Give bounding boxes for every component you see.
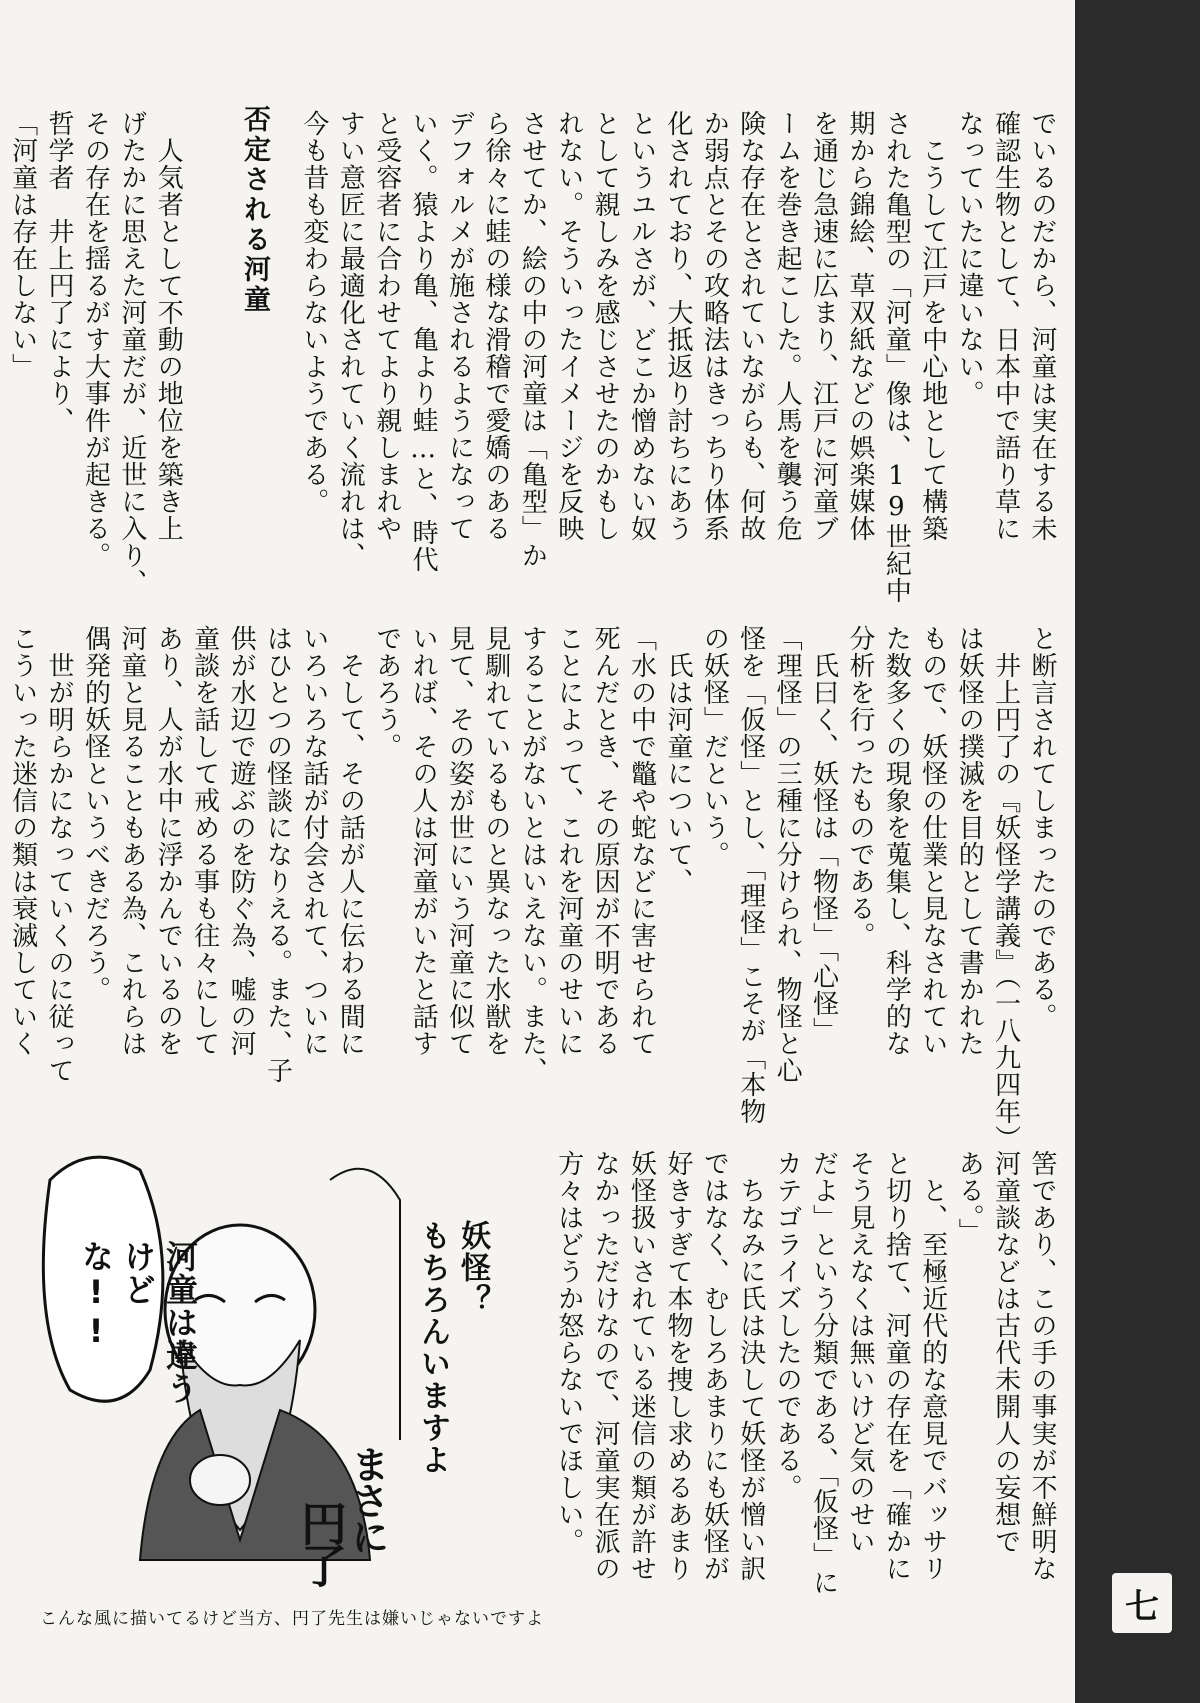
speech-text-right	[412, 1220, 492, 1490]
text-line: と受容者に合わせてより親しまれや	[371, 110, 402, 542]
text-line: された亀型の「河童」像は、19世紀中	[881, 110, 912, 604]
speech-line: 河童は違う	[161, 1240, 199, 1405]
text-line: 供が水辺で遊ぶのを防ぐ為、嘘の河	[226, 625, 257, 1057]
text-line: 「河童は存在しない」	[7, 110, 38, 380]
speech-text-left	[75, 1240, 201, 1410]
text-line: 見て、その姿が世にいう河童に似て	[444, 625, 475, 1057]
text-line: なっていたに違いない。	[954, 110, 985, 407]
text-line: こうして江戸を中心地として構築	[917, 110, 948, 542]
text-line: カテゴライズしたのである。	[772, 1150, 803, 1501]
speech-bubble-right	[330, 1169, 400, 1440]
text-line: 「水の中で鼈や蛇などに害せられて	[626, 625, 657, 1057]
text-line: 井上円了の『妖怪学講義』（一八九四年）	[990, 625, 1021, 1152]
caption-enryo: 円了	[294, 1500, 348, 1584]
text-line: すい意匠に最適化されていく流れは、	[335, 110, 366, 569]
text-line: と切り捨て、河童の存在を「確かに	[881, 1150, 912, 1582]
text-block-upper	[4, 110, 1060, 604]
text-line: 氏は河童について、	[662, 625, 693, 895]
text-line: させてか、絵の中の河童は「亀型」か	[517, 110, 548, 569]
text-line: 「理怪」の三種に分けられ、物怪と心	[772, 625, 803, 1084]
text-line: 氏曰く、妖怪は「物怪」「心怪」	[808, 625, 839, 1044]
text-line: 今も昔も変わらないようである。	[298, 110, 329, 515]
text-line	[259, 110, 295, 570]
text-line: こういった迷信の類は衰滅していく	[7, 625, 38, 1057]
text-line: でいるのだから、河童は実在する未	[1027, 110, 1057, 542]
text-line: だよ」という分類である、「仮怪」に	[808, 1150, 839, 1596]
text-line: いれば、その人は河童がいたと話す	[408, 625, 439, 1057]
text-line: ちなみに氏は決して妖怪が憎い訳	[735, 1150, 766, 1582]
text-line: ことによって、これを河童のせいに	[553, 625, 584, 1057]
text-line: そして、その話が人に伝わる間に	[335, 625, 366, 1057]
text-line: 分析を行ったものである。	[844, 625, 875, 949]
text-line: 世が明らかになっていくのに従って	[44, 625, 75, 1084]
text-line: なかっただけなので、河童実在派の	[590, 1150, 621, 1582]
text-line: 哲学者 井上円了により、	[44, 110, 75, 434]
text-line: はひとつの怪談になりえる。また、子	[262, 625, 293, 1084]
page-number: 七	[1112, 1573, 1172, 1633]
text-line: そう見えなくは無いけど気のせい	[844, 1150, 875, 1555]
text-line: その存在を揺るがす大事件が起きる。	[80, 110, 111, 569]
text-line: れない。そういったイメージを反映	[553, 110, 584, 542]
text-line: と、至極近代的な意見でバッサリ	[917, 1150, 948, 1582]
speech-line: 妖怪？	[455, 1220, 490, 1316]
illustration-caption: こんな風に描いてるけど当方、円了先生は嫌いじゃないですよ	[40, 1609, 544, 1629]
text-line: 死んだとき、その原因が不明である	[590, 625, 621, 1057]
caption-masani: まさに	[345, 1445, 389, 1553]
text-line: 河童と見ることもある為、これらは	[116, 625, 147, 1057]
text-line: デフォルメが施されるようになって	[444, 110, 475, 542]
text-line: 筈であり、この手の事実が不鮮明な	[1027, 1150, 1057, 1582]
text-line: を通じ急速に広まり、江戸に河童ブ	[808, 110, 839, 542]
text-line: 険な存在とされていながらも、何故	[735, 110, 766, 542]
text-line: と断言されてしまったのである。	[1027, 625, 1057, 1030]
text-line: することがないとはいえない。また、	[517, 625, 548, 1084]
text-block-lower	[550, 1150, 1060, 1600]
text-line: 好きすぎて本物を捜し求めるあまり	[662, 1150, 693, 1582]
text-line: 見馴れているものと異なった水獣を	[480, 625, 511, 1057]
text-line: ある。」	[954, 1150, 985, 1245]
text-line: いく。猿より亀、亀より蛙…と、時代	[408, 110, 439, 573]
text-line: 怪を「仮怪」とし、「理怪」こそが「本物	[735, 625, 766, 1125]
text-line: ームを巻き起こした。人馬を襲う危	[772, 110, 803, 542]
text-line: 妖怪扱いされている迷信の類が許せ	[626, 1150, 657, 1582]
text-line: た数多くの現象を蒐集し、科学的な	[881, 625, 912, 1057]
text-line: 期から錦絵、草双紙などの娯楽媒体	[844, 110, 875, 542]
text-line: というユルさが、どこか憎めない奴	[626, 110, 657, 542]
text-line: いろいろな話が付会されて、ついに	[298, 625, 329, 1057]
text-line	[223, 110, 259, 570]
text-line: ではなく、むしろあまりにも妖怪が	[699, 1150, 730, 1582]
text-line: 確認生物として、日本中で語り草に	[990, 110, 1021, 542]
text-line: は妖怪の撲滅を目的として書かれた	[954, 625, 985, 1057]
portrait-hand	[190, 1455, 250, 1505]
text-line: ら徐々に蛙の様な滑稽で愛嬌のある	[480, 110, 511, 542]
text-line: か弱点とその攻略法はきっちり体系	[699, 110, 730, 542]
text-line: 偶発的妖怪というべきだろう。	[80, 625, 111, 1003]
section-heading: 否定される河童	[239, 105, 270, 315]
text-line: として親しみを感じさせたのかもし	[590, 110, 621, 542]
text-line: であろう。	[371, 625, 402, 760]
text-line: 河童談などは古代未開人の妄想で	[990, 1150, 1021, 1555]
text-line: げたかに思えた河童だが、近世に入り、	[116, 110, 147, 596]
speech-line: もちろんいますよ	[415, 1220, 450, 1476]
text-line	[186, 110, 222, 570]
text-line: 人気者として不動の地位を築き上	[153, 110, 184, 542]
text-block-middle	[4, 625, 1060, 1152]
speech-line: けどな!!	[77, 1240, 157, 1351]
text-line: もので、妖怪の仕業と見なされてい	[917, 625, 948, 1057]
text-line: の妖怪」だという。	[699, 625, 730, 868]
text-line: 童談を話して戒める事も往々にして	[189, 625, 220, 1057]
text-line: あり、人が水中に浮かんでいるのを	[153, 625, 184, 1057]
text-line: 方々はどうか怒らないでほしい。	[553, 1150, 584, 1555]
page-edge-strip	[1075, 0, 1200, 1703]
text-line: 化されており、大抵返り討ちにあう	[662, 110, 693, 542]
